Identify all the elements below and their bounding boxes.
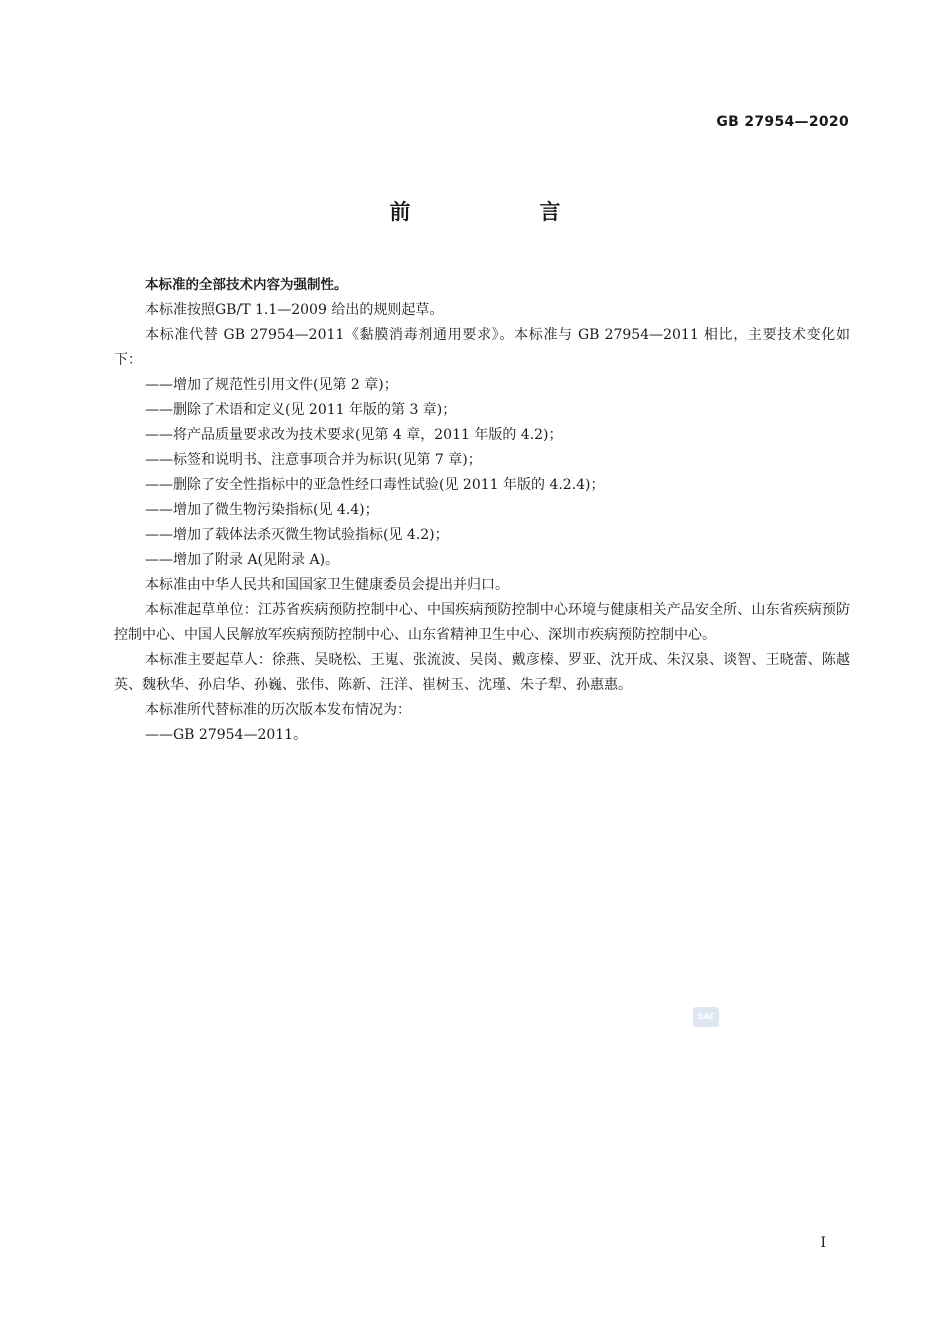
standard-number: GB 27954—2020 [716, 114, 849, 130]
page-number: I [820, 1235, 826, 1251]
list-item: ——将产品质量要求改为技术要求(见第 4 章，2011 年版的 4.2)； [145, 427, 563, 443]
drafting-units-paragraph: 本标准起草单位：江苏省疾病预防控制中心、中国疾病预防控制中心环境与健康相关产品安全所、山东省疾病预防控制中心、中国人民解放军疾病预防控制中心、山东省精神卫生中心、深圳市疾病预防控制中心。 [114, 602, 850, 643]
mandatory-statement: 本标准的全部技术内容为强制性。 [145, 277, 348, 293]
sac-watermark-logo: SAC [693, 1007, 719, 1027]
drafters-paragraph: 本标准主要起草人：徐燕、吴晓松、王嵬、张流波、吴岗、戴彦榛、罗亚、沈开成、朱汉泉、谈智、王晓蕾、陈越英、魏秋华、孙启华、孙巍、张伟、陈新、汪洋、崔树玉、沈瑾、朱子犁、孙惠惠。 [114, 652, 850, 693]
list-item: ——增加了载体法杀灭微生物试验指标(见 4.2)； [145, 527, 449, 543]
list-item: ——标签和说明书、注意事项合并为标识(见第 7 章)； [145, 452, 482, 468]
proposer-paragraph: 本标准由中华人民共和国国家卫生健康委员会提出并归口。 [145, 577, 509, 593]
list-item: ——增加了微生物污染指标(见 4.4)； [145, 502, 379, 518]
drafting-rules-paragraph: 本标准按照GB/T 1.1—2009 给出的规则起草。 [145, 302, 444, 318]
replacement-paragraph: 本标准代替 GB 27954—2011《黏膜消毒剂通用要求》。本标准与 GB 27954—2011 相比，主要技术变化如下： [114, 327, 850, 368]
document-body [114, 273, 850, 748]
list-item: ——增加了规范性引用文件(见第 2 章)； [145, 377, 398, 393]
changes-list [114, 373, 850, 573]
list-item: ——删除了术语和定义(见 2011 年版的第 3 章)； [145, 402, 457, 418]
list-item: ——增加了附录 A(见附录 A)。 [145, 552, 340, 568]
version-history-paragraph: 本标准所代替标准的历次版本发布情况为： [145, 702, 411, 718]
page-title: 前 言 [389, 200, 615, 224]
list-item: ——删除了安全性指标中的亚急性经口毒性试验(见 2011 年版的 4.2.4)； [145, 477, 605, 493]
list-item: ——GB 27954—2011。 [145, 727, 308, 743]
